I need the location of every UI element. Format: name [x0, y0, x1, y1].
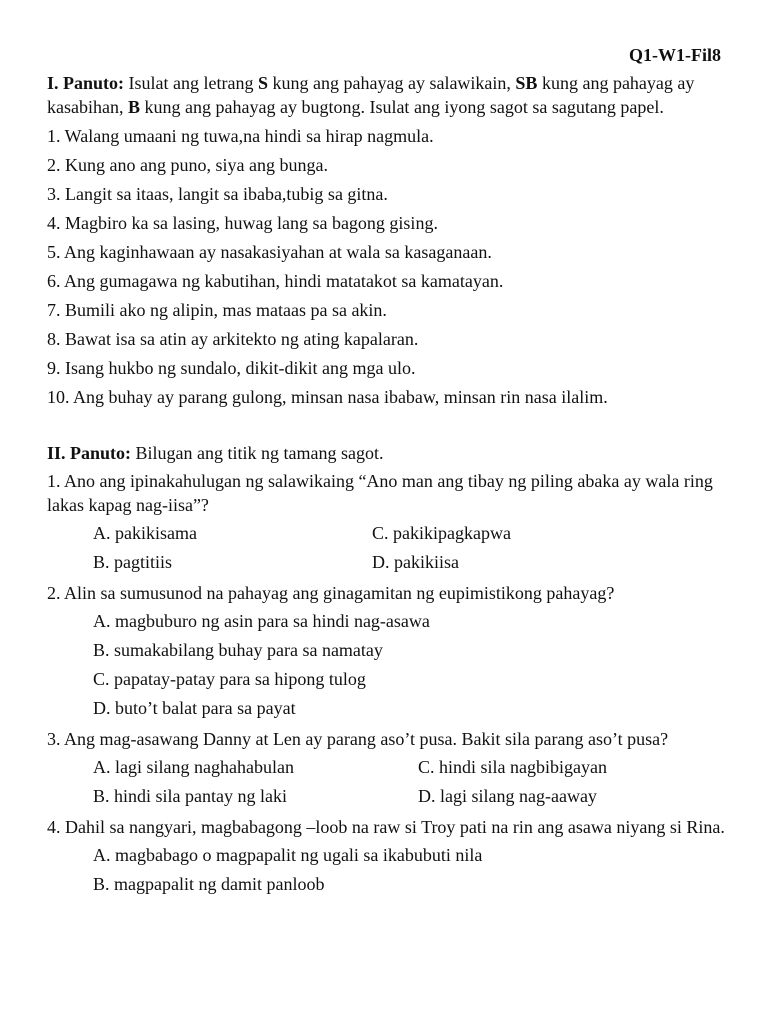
worksheet-code: Q1-W1-Fil8	[629, 45, 721, 65]
part1-instr-text: kung ang pahayag ay kasabihan,	[47, 73, 695, 117]
option-d[interactable]: D. pakikiisa	[372, 552, 459, 572]
list-item: 9. Isang hukbo ng sundalo, dikit-dikit ang mga ulo.	[47, 358, 416, 378]
option-a[interactable]: A. pakikisama	[93, 523, 197, 543]
option-b[interactable]: B. hindi sila pantay ng laki	[93, 786, 287, 806]
part1-instr-text: kung ang pahayag ay bugtong. Isulat ang iyong sagot sa sagutang papel.	[140, 97, 664, 117]
letter-b: B	[127, 97, 140, 117]
part2-heading: II. Panuto:	[47, 443, 132, 463]
part2-instructions	[47, 441, 727, 465]
section-gap	[47, 412, 727, 441]
option-c[interactable]: C. pakikipagkapwa	[372, 523, 511, 543]
question-3-options	[47, 753, 727, 811]
part1-list	[47, 122, 727, 412]
list-item: 5. Ang kaginhawaan ay nasakasiyahan at wala sa kasaganaan.	[47, 242, 492, 262]
question-2-options	[47, 607, 727, 723]
list-item: 7. Bumili ako ng alipin, mas mataas pa sa akin.	[47, 300, 387, 320]
list-item: 8. Bawat isa sa atin ay arkitekto ng ating kapalaran.	[47, 329, 419, 349]
option-c[interactable]: C. hindi sila nagbibigayan	[418, 757, 607, 777]
option-a[interactable]: A. magbuburo ng asin para sa hindi nag-asawa	[93, 611, 430, 631]
letter-sb: SB	[515, 73, 538, 93]
list-item: 10. Ang buhay ay parang gulong, minsan nasa ibabaw, minsan rin nasa ilalim.	[47, 387, 608, 407]
option-b[interactable]: B. sumakabilang buhay para sa namatay	[93, 640, 383, 660]
list-item: 6. Ang gumagawa ng kabutihan, hindi matatakot sa kamatayan.	[47, 271, 504, 291]
worksheet-content	[47, 71, 727, 899]
question-4: 4. Dahil sa nangyari, magbabagong –loob na raw si Troy pati na rin ang asawa niyang si Rina.	[47, 817, 725, 837]
option-d[interactable]: D. lagi silang nag-aaway	[418, 786, 597, 806]
option-b[interactable]: B. pagtitiis	[93, 552, 173, 572]
list-item: 4. Magbiro ka sa lasing, huwag lang sa bagong gising.	[47, 213, 438, 233]
part1-instr-text: Isulat ang letrang	[124, 73, 258, 93]
question-3: 3. Ang mag-asawang Danny at Len ay parang aso’t pusa. Bakit sila parang aso’t pusa?	[47, 729, 669, 749]
letter-s: S	[257, 73, 268, 93]
option-b[interactable]: B. magpapalit ng damit panloob	[93, 874, 325, 894]
part2-instr-text: Bilugan ang titik ng tamang sagot.	[131, 443, 384, 463]
option-a[interactable]: A. lagi silang naghahabulan	[93, 757, 294, 777]
part1-instr-text: kung ang pahayag ay salawikain,	[268, 73, 516, 93]
list-item: 1. Walang umaani ng tuwa,na hindi sa hirap nagmula.	[47, 126, 434, 146]
question-1: 1. Ano ang ipinakahulugan ng salawikaing “Ano man ang tibay ng piling abaka ay wala ring lakas kapag nag-iisa”?	[47, 471, 713, 515]
part1-heading: I. Panuto:	[47, 73, 125, 93]
question-2: 2. Alin sa sumusunod na pahayag ang ginagamitan ng eupimistikong pahayag?	[47, 583, 615, 603]
list-item: 2. Kung ano ang puno, siya ang bunga.	[47, 155, 328, 175]
list-item: 3. Langit sa itaas, langit sa ibaba,tubig sa gitna.	[47, 184, 388, 204]
option-a[interactable]: A. magbabago o magpapalit ng ugali sa ikabubuti nila	[93, 845, 483, 865]
part1-instructions	[47, 71, 727, 119]
question-4-options	[47, 841, 727, 899]
option-c[interactable]: C. papatay-patay para sa hipong tulog	[93, 669, 366, 689]
option-d[interactable]: D. buto’t balat para sa payat	[93, 698, 296, 718]
question-1-options	[47, 519, 727, 577]
